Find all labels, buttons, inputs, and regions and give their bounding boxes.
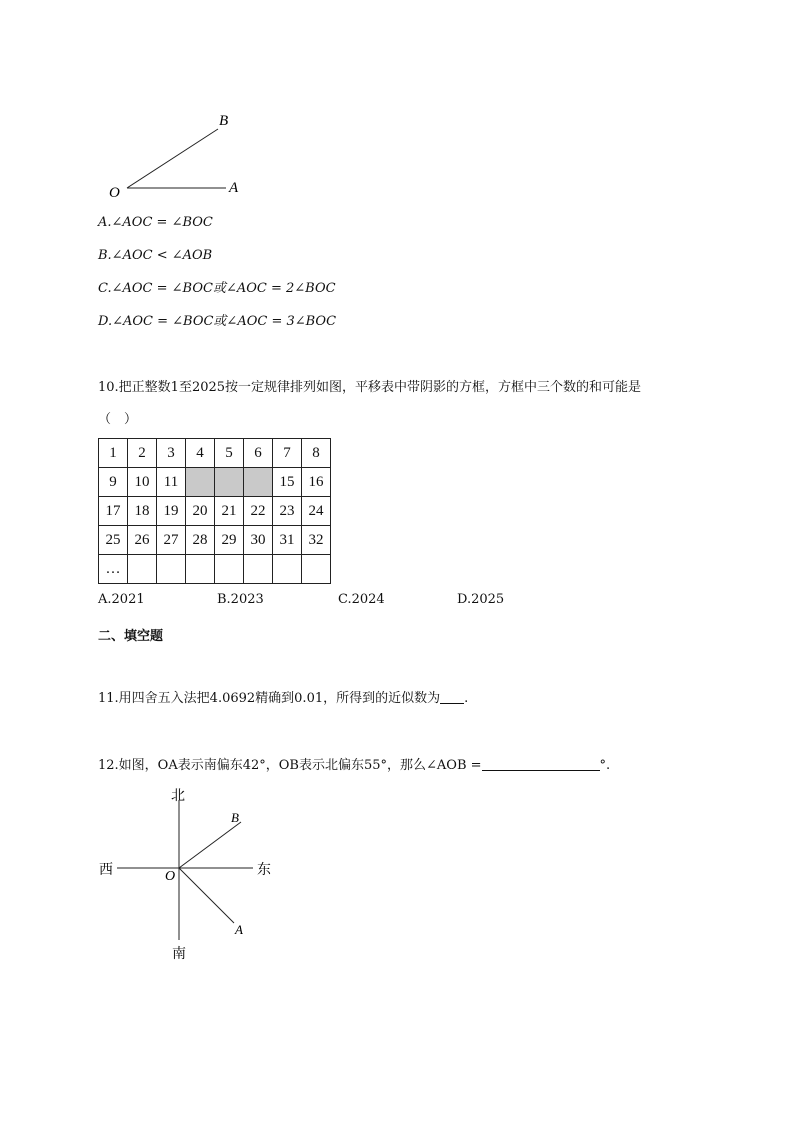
- angle-figure: [100, 105, 260, 205]
- table-cell: [186, 555, 215, 584]
- q9-option-c: C.∠AOC = ∠BOC或∠AOC = 2∠BOC: [98, 281, 336, 296]
- label-b: B: [219, 113, 229, 129]
- q9-option-d: D.∠AOC = ∠BOC或∠AOC = 3∠BOC: [98, 314, 337, 329]
- table-cell: 32: [302, 526, 331, 555]
- table-cell: …: [99, 555, 128, 584]
- ray-ob: [127, 129, 218, 188]
- north-label: 北: [171, 789, 185, 804]
- label-o: O: [165, 869, 176, 884]
- compass-figure: [95, 780, 295, 970]
- table-cell: 21: [215, 497, 244, 526]
- table-cell: 25: [99, 526, 128, 555]
- table-cell: 27: [157, 526, 186, 555]
- table-cell: [244, 555, 273, 584]
- q11-answer-blank[interactable]: [440, 691, 464, 704]
- q10-paren: （ ）: [98, 412, 138, 427]
- shaded-cell: [215, 468, 244, 497]
- q9-option-a: A.∠AOC = ∠BOC: [98, 215, 213, 230]
- q9-option-b: B.∠AOC < ∠AOB: [98, 248, 213, 263]
- ray-ob: [179, 822, 241, 868]
- table-cell: [128, 555, 157, 584]
- table-cell: 29: [215, 526, 244, 555]
- table-row: [99, 526, 331, 555]
- table-cell: 17: [99, 497, 128, 526]
- table-cell: 11: [157, 468, 186, 497]
- table-cell: 20: [186, 497, 215, 526]
- table-row: [99, 468, 331, 497]
- table-cell: [157, 555, 186, 584]
- table-cell: 9: [99, 468, 128, 497]
- table-row: [99, 497, 331, 526]
- table-cell: 28: [186, 526, 215, 555]
- label-a: A: [229, 180, 239, 196]
- table-cell: [215, 555, 244, 584]
- east-label: 东: [257, 863, 271, 878]
- shaded-cell: [244, 468, 273, 497]
- table-cell: 6: [244, 439, 273, 468]
- q12-degree: °.: [599, 758, 611, 773]
- west-label: 西: [99, 863, 113, 878]
- table-cell: [302, 555, 331, 584]
- q11: [98, 691, 468, 707]
- label-a: A: [235, 922, 243, 937]
- table-cell: 22: [244, 497, 273, 526]
- q12: [98, 758, 610, 774]
- section-title: 二、填空题: [98, 629, 164, 644]
- table-cell: 5: [215, 439, 244, 468]
- table-cell: 30: [244, 526, 273, 555]
- q10-option-d: D.2025: [457, 592, 505, 607]
- shaded-cell: [186, 468, 215, 497]
- q10-option-a: A.2021: [98, 592, 145, 607]
- q11-text: 11.用四舍五入法把4.0692精确到0.01，所得到的近似数为: [98, 691, 441, 706]
- table-cell: 24: [302, 497, 331, 526]
- q10-stem: 10.把正整数1至2025按一定规律排列如图，平移表中带阴影的方框，方框中三个数的和可能是: [98, 380, 642, 395]
- q12-answer-blank[interactable]: [482, 758, 600, 771]
- table-cell: 3: [157, 439, 186, 468]
- table-cell: 15: [273, 468, 302, 497]
- label-b: B: [231, 810, 239, 825]
- table-cell: 18: [128, 497, 157, 526]
- table-cell: 19: [157, 497, 186, 526]
- table-cell: 8: [302, 439, 331, 468]
- table-cell: 7: [273, 439, 302, 468]
- table-cell: 1: [99, 439, 128, 468]
- q10-option-b: B.2023: [217, 592, 264, 607]
- table-cell: 26: [128, 526, 157, 555]
- ray-oa: [179, 868, 234, 923]
- label-o: O: [109, 185, 120, 201]
- table-cell: 10: [128, 468, 157, 497]
- table-cell: 31: [273, 526, 302, 555]
- q12-text: 12.如图，OA表示南偏东42°，OB表示北偏东55°，那么∠AOB =: [98, 758, 482, 773]
- table-cell: 2: [128, 439, 157, 468]
- table-row: [99, 439, 331, 468]
- q10-option-c: C.2024: [338, 592, 385, 607]
- number-table: [98, 438, 331, 584]
- south-label: 南: [172, 947, 186, 962]
- q11-period: .: [464, 691, 469, 706]
- table-row: [99, 555, 331, 584]
- table-cell: 4: [186, 439, 215, 468]
- table-cell: 23: [273, 497, 302, 526]
- table-cell: 16: [302, 468, 331, 497]
- table-cell: [273, 555, 302, 584]
